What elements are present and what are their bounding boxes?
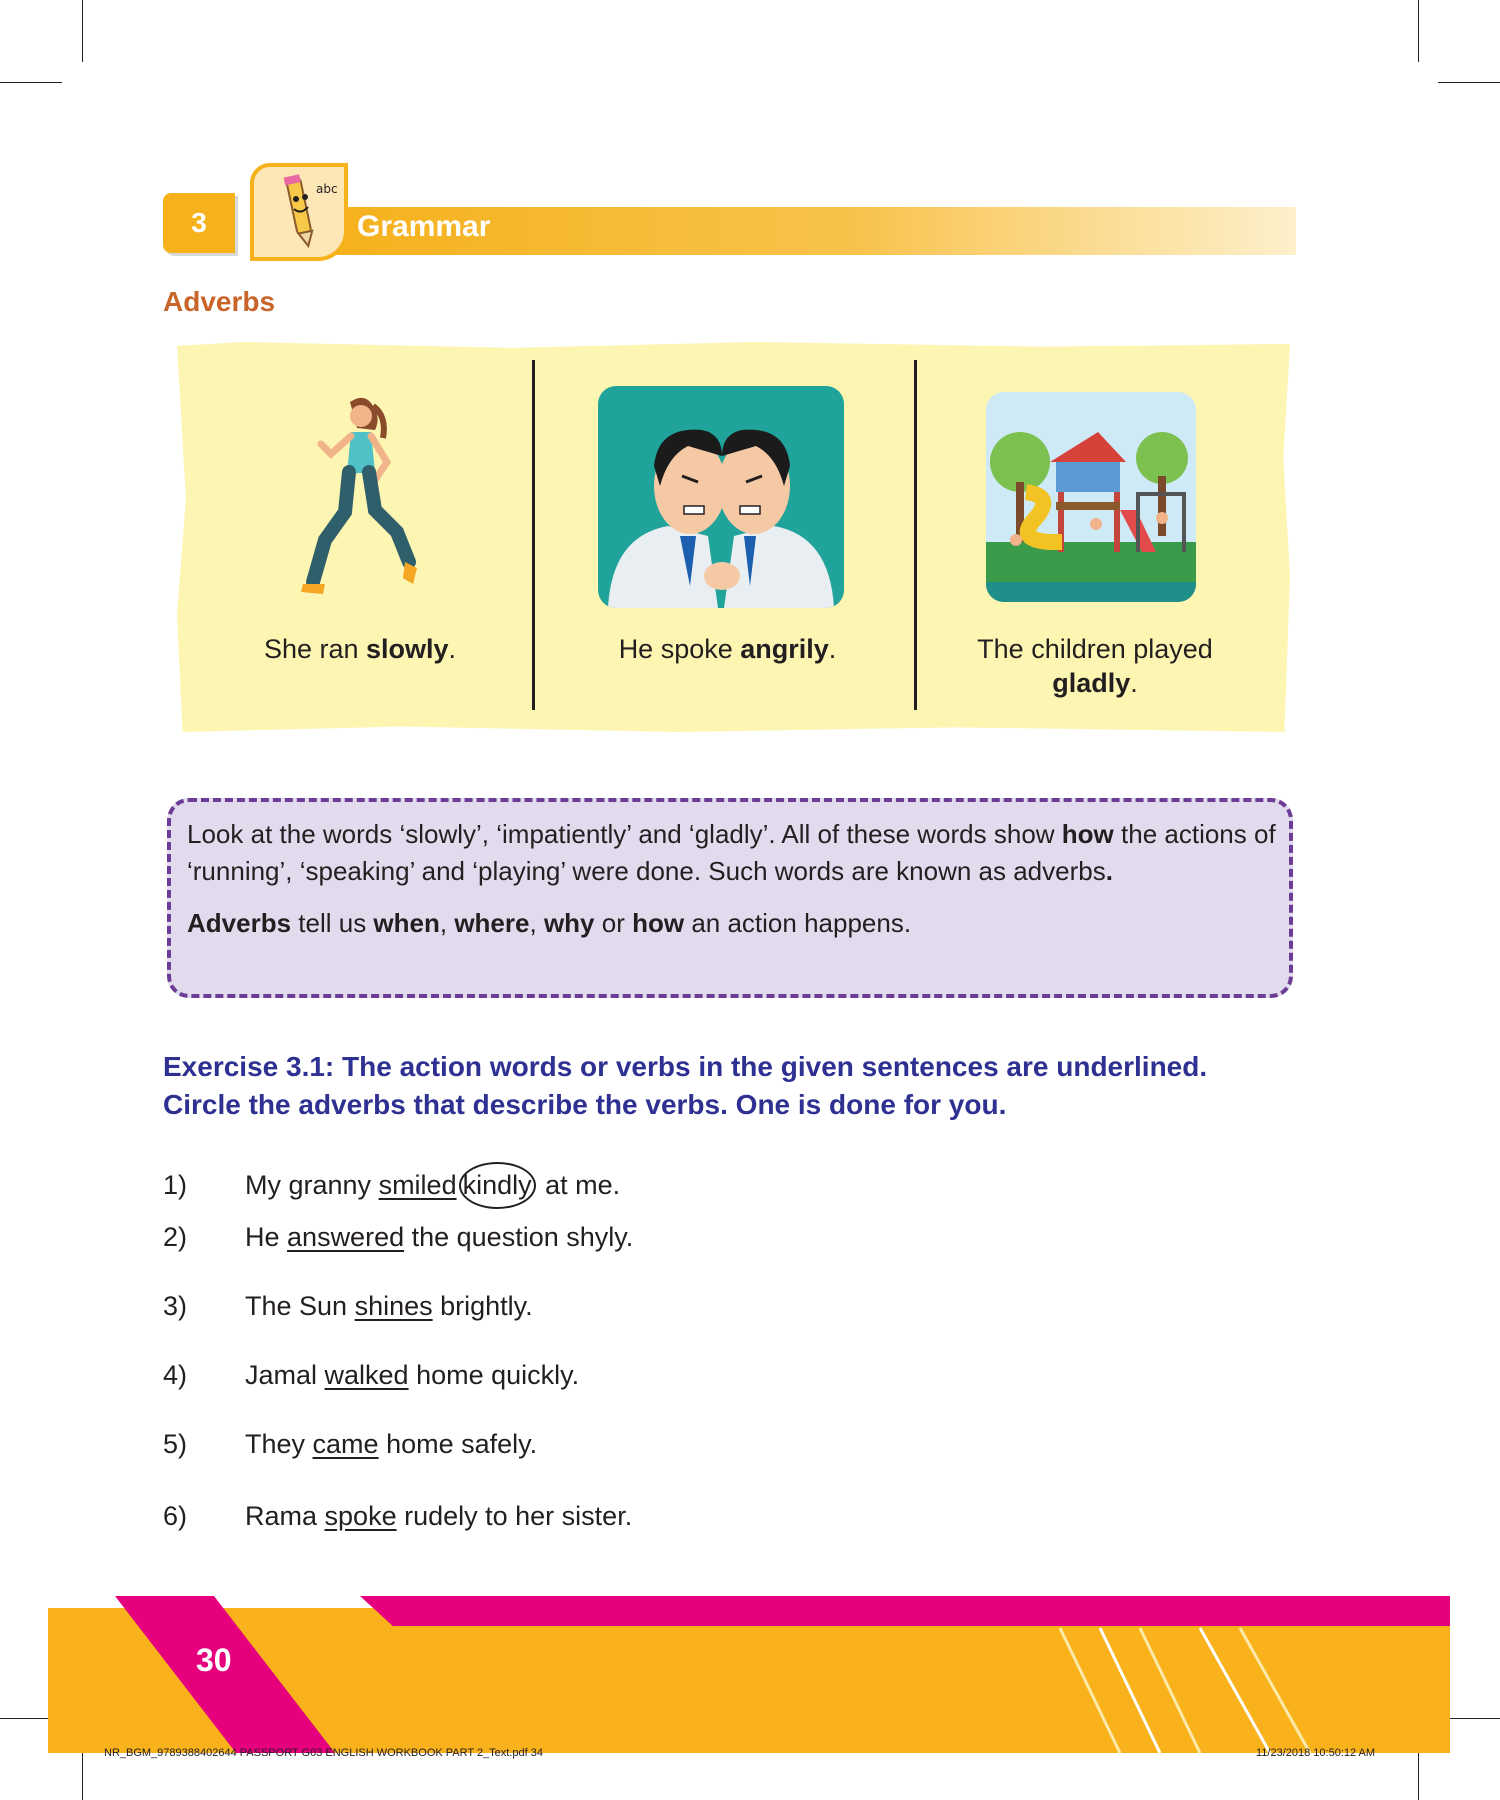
crop-mark (0, 82, 62, 83)
definition-paragraph: Look at the words ‘slowly’, ‘impatiently’ and ‘gladly’. All of these words show how the actions of ‘running’, ‘speaking’ and ‘playing’ were done. Such words are known as adverbs. (187, 819, 1276, 886)
print-slug-left: NR_BGM_9789388402644 PASSPORT G03 ENGLISH WORKBOOK PART 2_Text.pdf 34 (104, 1747, 543, 1759)
crop-mark (1418, 0, 1419, 62)
chapter-number-badge: 3 (163, 193, 235, 253)
example-caption: He spoke angrily. (618, 634, 837, 664)
panel-divider (914, 360, 917, 710)
exercise-item: 5) They came home safely. (163, 1429, 538, 1459)
exercise-item: 6) Rama spoke rudely to her sister. (163, 1501, 633, 1531)
section-title-grammar: Grammar (357, 210, 491, 243)
example-caption: The children played gladly. (977, 634, 1213, 698)
exercise-heading: Exercise 3.1: The action words or verbs in the given sentences are underlined. Circle the adverbs that describe the verbs. One is done for you. (163, 1051, 1208, 1120)
crop-mark (1438, 82, 1500, 83)
arguing-men-illustration (598, 386, 844, 608)
playground-illustration (986, 392, 1196, 602)
exercise-item: 1) My granny smiled kindly at me. (163, 1162, 620, 1209)
page-number: 30 (196, 1642, 232, 1678)
running-woman-illustration (295, 392, 425, 602)
svg-text:abc: abc (316, 182, 338, 196)
pencil-mascot-icon (250, 163, 348, 261)
footer-diagonal-lines (1040, 1608, 1340, 1753)
print-slug-right: 11/23/2018 10:50:12 AM (1256, 1747, 1376, 1759)
exercise-item: 3) The Sun shines brightly. (163, 1291, 533, 1321)
topic-title: Adverbs (163, 286, 276, 317)
exercise-item: 2) He answered the question shyly. (163, 1222, 634, 1252)
definition-text (187, 816, 1277, 942)
definition-rule: Adverbs tell us when, where, why or how an action happens. (187, 908, 912, 938)
example-caption: She ran slowly. (263, 634, 457, 664)
crop-mark (82, 0, 83, 62)
circled-answer: kindly (459, 1162, 536, 1209)
exercise-item: 4) Jamal walked home quickly. (163, 1360, 580, 1390)
panel-divider (532, 360, 535, 710)
